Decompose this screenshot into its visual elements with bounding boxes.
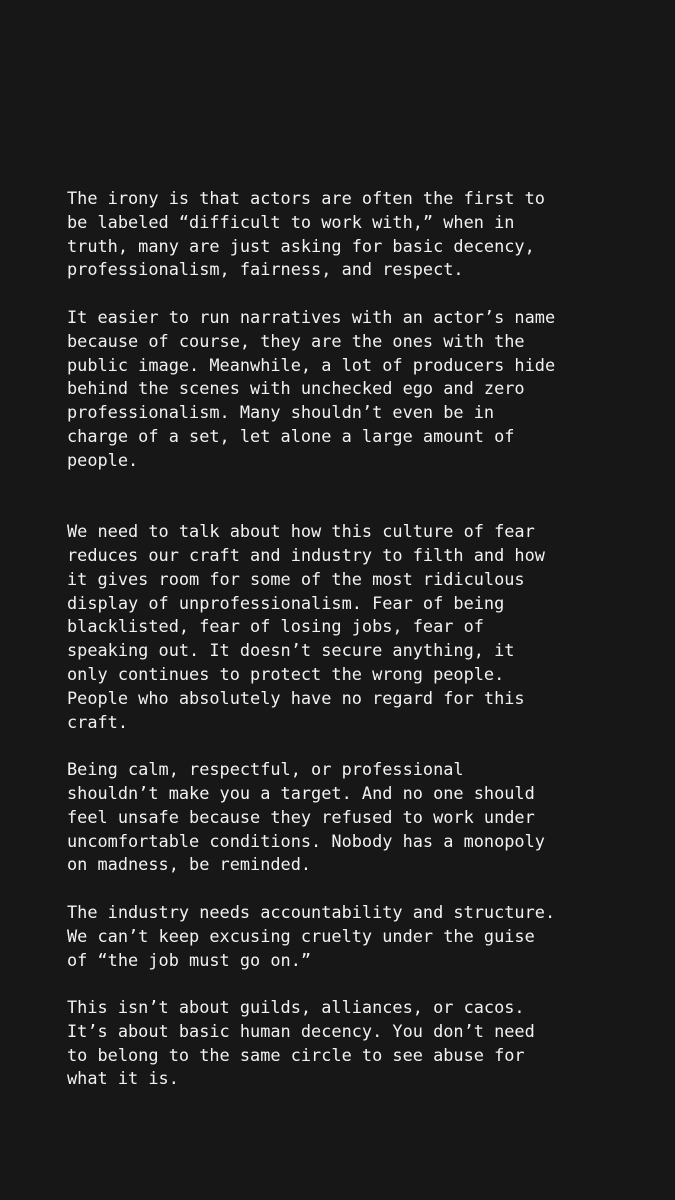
text-line: charge of a set, let alone a large amount of bbox=[67, 425, 515, 446]
text-line: uncomfortable conditions. Nobody has a monopoly bbox=[67, 830, 545, 851]
paragraph-irony bbox=[67, 187, 667, 282]
paragraph-spacer bbox=[67, 877, 667, 901]
text-line: display of unprofessionalism. Fear of being bbox=[67, 592, 505, 613]
text-line: of “the job must go on.” bbox=[67, 949, 312, 970]
text-line: It’s about basic human decency. You don’t need bbox=[67, 1020, 535, 1041]
paragraph-culture-of-fear bbox=[67, 520, 667, 734]
text-line: It easier to run narratives with an actor’s name bbox=[67, 306, 556, 327]
text-line: it gives room for some of the most ridiculous bbox=[67, 568, 525, 589]
paragraph-human-decency bbox=[67, 996, 667, 1091]
text-line: The irony is that actors are often the first to bbox=[67, 188, 545, 208]
text-line: professionalism, fairness, and respect. bbox=[67, 259, 464, 280]
statement-text bbox=[67, 187, 667, 1091]
text-line: People who absolutely have no regard for this bbox=[67, 687, 525, 708]
text-line: only continues to protect the wrong people. bbox=[67, 663, 505, 684]
paragraph-spacer bbox=[67, 972, 667, 996]
text-line: people. bbox=[67, 449, 139, 470]
text-line: craft. bbox=[67, 711, 129, 732]
text-line: shouldn’t make you a target. And no one should bbox=[67, 782, 535, 803]
text-line: This isn’t about guilds, alliances, or cacos. bbox=[67, 997, 525, 1018]
text-line: blacklisted, fear of losing jobs, fear of bbox=[67, 616, 484, 637]
text-line: because of course, they are the ones with the bbox=[67, 330, 525, 351]
paragraph-being-calm bbox=[67, 758, 667, 877]
text-line: reduces our craft and industry to filth and how bbox=[67, 544, 545, 565]
text-line: behind the scenes with unchecked ego and zero bbox=[67, 378, 525, 399]
text-line: The industry needs accountability and structure. bbox=[67, 901, 556, 922]
text-line: public image. Meanwhile, a lot of producers hide bbox=[67, 354, 556, 375]
paragraph-spacer bbox=[67, 473, 667, 521]
text-line: truth, many are just asking for basic decency, bbox=[67, 235, 535, 256]
text-line: feel unsafe because they refused to work under bbox=[67, 806, 535, 827]
paragraph-spacer bbox=[67, 734, 667, 758]
text-line: to belong to the same circle to see abuse for bbox=[67, 1044, 525, 1065]
text-line: on madness, be reminded. bbox=[67, 854, 312, 875]
text-line: be labeled “difficult to work with,” when in bbox=[67, 211, 515, 232]
text-line: Being calm, respectful, or professional bbox=[67, 759, 464, 780]
text-line: We can’t keep excusing cruelty under the guise bbox=[67, 925, 535, 946]
text-line: professionalism. Many shouldn’t even be in bbox=[67, 402, 495, 423]
paragraph-accountability bbox=[67, 901, 667, 972]
text-line: what it is. bbox=[67, 1068, 179, 1089]
text-line: We need to talk about how this culture of fear bbox=[67, 521, 535, 542]
paragraph-spacer bbox=[67, 282, 667, 306]
text-line: speaking out. It doesn’t secure anything, it bbox=[67, 640, 515, 661]
paragraph-narratives bbox=[67, 306, 667, 473]
